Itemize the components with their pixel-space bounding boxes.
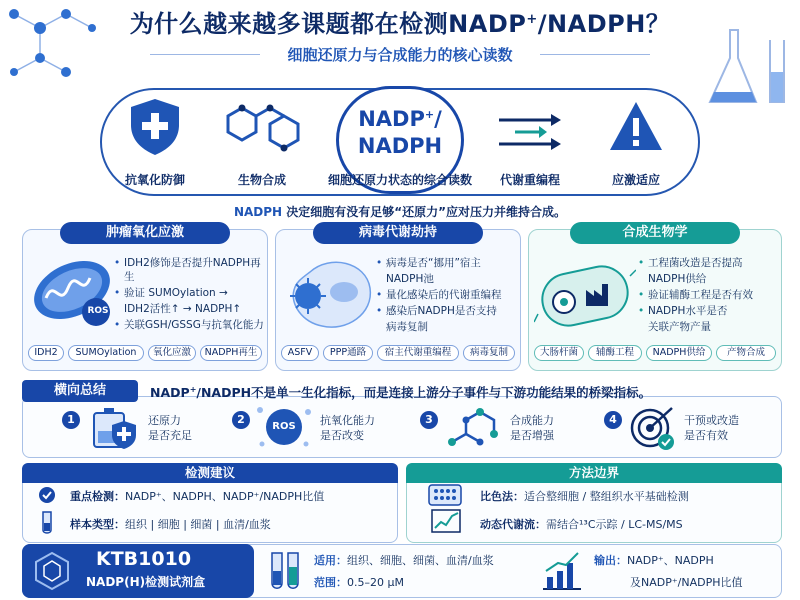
tag: IDH2 bbox=[28, 345, 64, 361]
subtitle-rule-right bbox=[540, 54, 650, 55]
target-check-icon bbox=[628, 402, 678, 452]
summary-number: 1 bbox=[62, 411, 80, 429]
method-title: 方法边界 bbox=[406, 463, 782, 483]
tag: 病毒复制 bbox=[463, 345, 515, 361]
molecule-icon bbox=[222, 98, 302, 158]
product-name: NADP(H)检测试剂盒 bbox=[86, 575, 206, 589]
product-output-ratio: 及NADP⁺/NADPH比值 bbox=[630, 576, 743, 589]
warning-icon bbox=[606, 98, 666, 154]
detect-sample: 样本类型：组织 | 细胞 | 细菌 | 血清/血浆 bbox=[70, 518, 271, 531]
detect-focus: 重点检测：NADP⁺、NADPH、NADP⁺/NADPH比值 bbox=[70, 490, 325, 503]
battery-shield-icon bbox=[90, 405, 138, 451]
synthesis-molecule-icon bbox=[446, 404, 502, 452]
summary-ros-label: ROS bbox=[272, 421, 296, 432]
plate-icon bbox=[428, 484, 462, 506]
summary-text: NADP+/NADPH不是单一生化指标，而是连接上游分子事件与下游功能结果的桥梁指标。 bbox=[150, 385, 652, 401]
method-colorimetric: 比色法：适合整细胞 / 整组织水平基础检测 bbox=[480, 490, 689, 503]
arrows-icon bbox=[495, 110, 565, 156]
method-flux: 动态代谢流：需结合¹³C示踪 / LC-MS/MS bbox=[480, 518, 683, 531]
panel-virus-title: 病毒代谢劫持 bbox=[313, 222, 483, 244]
virus-cell-icon bbox=[280, 252, 376, 336]
tag: NADPH再生 bbox=[200, 345, 262, 361]
tag: PPP通路 bbox=[323, 345, 373, 361]
panel-tumor-title: 肿瘤氧化应激 bbox=[60, 222, 230, 244]
product-output-label: 输出：NADP⁺、NADPH bbox=[594, 554, 714, 567]
hub-label-stress: 应激适应 bbox=[611, 173, 660, 187]
core-readout: NADP+/ NADPH bbox=[336, 86, 464, 194]
hub-label-antioxidant: 抗氧化防御 bbox=[124, 173, 185, 187]
flux-chart-icon bbox=[430, 508, 462, 534]
check-circle-icon bbox=[38, 486, 56, 504]
summary-number: 2 bbox=[232, 411, 250, 429]
shield-icon bbox=[125, 95, 185, 157]
product-range: 范围：0.5–20 μM bbox=[314, 576, 404, 589]
test-tube-icon bbox=[41, 510, 53, 536]
tag: NADPH供给 bbox=[646, 345, 712, 361]
summary-item-3: 合成能力 是否增强 bbox=[510, 414, 554, 442]
panel-tumor-bullets: • IDH2修饰是否提升NADPH再生 • 验证 SUMOylation → IDH2活性↑ → NADPH↑ • 关联GSH/GSSG与抗氧化能力 bbox=[114, 257, 264, 331]
tag: 产物合成 bbox=[716, 345, 776, 361]
summary-item-1: 还原力 是否充足 bbox=[148, 414, 192, 442]
hex-molecule-icon bbox=[30, 549, 74, 593]
hub-label-core: 细胞还原力状态的综合读数 bbox=[327, 173, 472, 187]
page-subtitle: 细胞还原力与合成能力的核心读数 bbox=[287, 46, 513, 64]
product-code: KTB1010 bbox=[96, 548, 192, 570]
hub-label-reprogramming: 代谢重编程 bbox=[499, 173, 560, 187]
tag: 大肠杆菌 bbox=[534, 345, 584, 361]
tag: 宿主代谢重编程 bbox=[377, 345, 459, 361]
summary-number: 3 bbox=[420, 411, 438, 429]
panel-virus-bullets: • 病毒是否“挪用”宿主 NADPH池 • 量化感染后的代谢重编程 • 感染后NADPH是否支持 病毒复制 bbox=[376, 257, 502, 333]
summary-item-2: 抗氧化能力 是否改变 bbox=[320, 414, 375, 442]
panel-synbio-title: 合成生物学 bbox=[570, 222, 740, 244]
product-applies: 适用：组织、细胞、细菌、血清/血浆 bbox=[314, 554, 494, 567]
hub-label-biosynthesis: 生物合成 bbox=[237, 173, 286, 187]
tag: ASFV bbox=[281, 345, 319, 361]
summary-item-4: 干预或改造 是否有效 bbox=[684, 414, 739, 442]
hub-tagline: NADPH 决定细胞有没有足够“还原力”应对压力并维持合成。 bbox=[233, 205, 567, 219]
test-tubes-icon bbox=[266, 549, 306, 593]
summary-number: 4 bbox=[604, 411, 622, 429]
summary-title: 横向总结 bbox=[22, 380, 138, 402]
ros-badge: ROS bbox=[87, 306, 109, 316]
page-title: 为什么越来越多课题都在检测NADP+/NADPH？ bbox=[129, 10, 671, 38]
mitochondria-icon bbox=[28, 252, 116, 332]
detect-title: 检测建议 bbox=[22, 463, 398, 483]
tag: SUMOylation bbox=[68, 345, 144, 361]
bacteria-factory-icon bbox=[534, 256, 636, 336]
bar-growth-icon bbox=[540, 549, 584, 593]
panel-synbio-bullets: • 工程菌改造是否提高 NADPH供给 • 验证辅酶工程是否有效 • NADPH水平是否 关联产物产量 bbox=[638, 257, 753, 333]
tag: 氧化应激 bbox=[148, 345, 196, 361]
tag: 辅酶工程 bbox=[588, 345, 642, 361]
